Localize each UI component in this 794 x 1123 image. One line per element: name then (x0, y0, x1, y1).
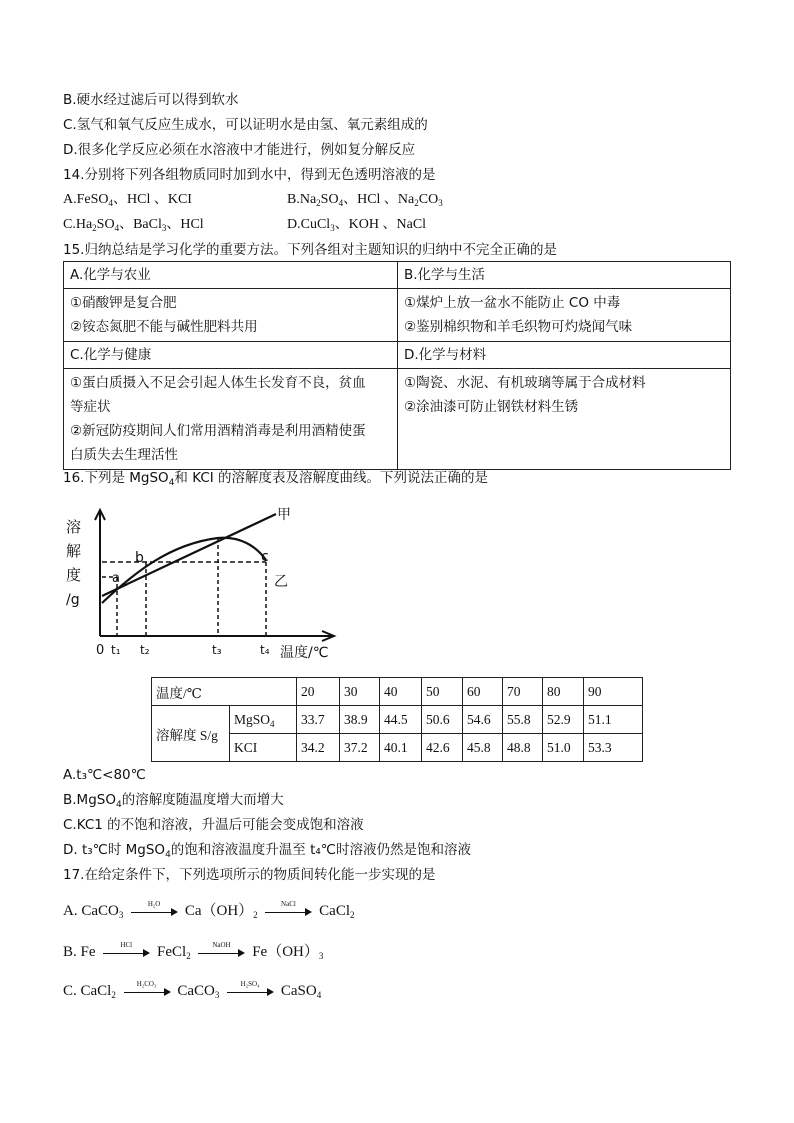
reaction-arrow: NaCl (263, 905, 313, 919)
table-cell: 55.8 (503, 706, 543, 734)
q14-option-b: $B.Na_2SO_4$、HCl 、$Na_2CO_3$ (287, 192, 443, 208)
q15-stem: 15.归纳总结是学习化学的重要方法。下列各组对主题知识的归纳中不完全正确的是 (63, 242, 557, 258)
table-cell: 33.7 (297, 706, 340, 734)
q13-option-b: B.硬水经过滤后可以得到软水 (63, 92, 239, 108)
point-b-label: b (135, 550, 144, 566)
q15-table (63, 261, 731, 470)
y-label-3: 度 (66, 566, 82, 584)
table-cell: 20 (297, 678, 340, 706)
table-cell: 60 (463, 678, 503, 706)
q16-option-a: A.t₃℃<80℃ (63, 767, 146, 783)
tick-t1: t₁ (111, 643, 121, 657)
table-cell: 38.9 (340, 706, 380, 734)
solubility-header: 溶解度 S/g (152, 706, 230, 762)
q15-c-heading: C.化学与健康 (64, 342, 398, 369)
tick-t4: t₄ (260, 643, 270, 657)
q17-option-c: C. CaCl$_2$ H₂CO₃ CaCO$_3$ H₂SO₄ CaSO$_4$ (63, 979, 322, 1000)
x-axis-label: 温度/℃ (280, 645, 329, 661)
q14-option-d: D.CuCl$_3$、KOH 、NaCl (287, 217, 427, 233)
origin-label: 0 (96, 643, 105, 658)
temp-header: 温度/℃ (152, 678, 297, 706)
q15-b-content: ①煤炉上放一盆水不能防止 CO 中毒 ②鉴别棉织物和羊毛织物可灼烧闻气味 (398, 289, 731, 342)
q13-option-c: C.氢气和氧气反应生成水，可以证明水是由氢、氧元素组成的 (63, 117, 428, 133)
table-cell: 54.6 (463, 706, 503, 734)
q16-stem: 16.下列是 MgSO$_4$和 KCI 的溶解度表及溶解度曲线。下列说法正确的是 (63, 470, 489, 488)
q16-option-c: C.KC1 的不饱和溶液，升温后可能会变成饱和溶液 (63, 817, 364, 833)
reaction-arrow: NaOH (196, 946, 246, 960)
kcl-label: KCI (230, 734, 297, 762)
y-label-4: /g (66, 592, 80, 608)
curve-yi (102, 538, 266, 603)
table-cell: 48.8 (503, 734, 543, 762)
table-cell: 51.0 (543, 734, 584, 762)
q15-a-heading: A.化学与农业 (64, 262, 398, 289)
curve-jia-label: 甲 (277, 507, 291, 523)
table-cell: 50.6 (422, 706, 463, 734)
q17-option-b: B. Fe HCl FeCl$_2$ NaOH $Fe(OH)_3$ (63, 940, 324, 961)
table-cell: 50 (422, 678, 463, 706)
table-cell: 51.1 (584, 706, 643, 734)
q14-option-c: $C.Ha_2SO_4$、BaCl$_3$、HCl (63, 217, 204, 233)
curve-jia (102, 514, 276, 596)
q17-stem: 17.在给定条件下，下列选项所示的物质间转化能一步实现的是 (63, 867, 436, 883)
table-cell: 37.2 (340, 734, 380, 762)
q15-d-heading: D.化学与材料 (398, 342, 731, 369)
point-c-label: c (261, 549, 269, 565)
table-cell: 40 (380, 678, 422, 706)
table-cell: 30 (340, 678, 380, 706)
table-cell: 40.1 (380, 734, 422, 762)
table-cell: 70 (503, 678, 543, 706)
table-row (152, 706, 643, 734)
reaction-arrow: H₂CO₃ (122, 985, 172, 999)
y-label-2: 解 (66, 542, 82, 560)
table-cell: 34.2 (297, 734, 340, 762)
q14-stem: 14.分别将下列各组物质同时加到水中，得到无色透明溶液的是 (63, 167, 436, 183)
q14-option-a: A.FeSO$_4$、HCl 、KCI (63, 192, 192, 208)
reaction-arrow: H₂SO₄ (225, 985, 275, 999)
q16-option-d: D. t₃℃时 MgSO$_4$的饱和溶液温度升温至 t₄℃时溶液仍然是饱和溶液 (63, 842, 471, 860)
table-row (152, 678, 643, 706)
y-label-1: 溶 (66, 518, 82, 536)
q16-solubility-table (151, 677, 643, 762)
q16-option-b: B.MgSO$_4$的溶解度随温度增大而增大 (63, 792, 284, 810)
tick-t2: t₂ (140, 643, 150, 657)
table-cell: 42.6 (422, 734, 463, 762)
curve-yi-label: 乙 (274, 574, 288, 590)
point-a-label: a (112, 571, 120, 586)
reaction-arrow: HCl (101, 946, 151, 960)
reaction-arrow: H₂O (129, 905, 179, 919)
table-cell: 90 (584, 678, 643, 706)
q13-option-d: D.很多化学反应必须在水溶液中才能进行，例如复分解反应 (63, 142, 416, 158)
q15-d-content: ①陶瓷、水泥、有机玻璃等属于合成材料 ②涂油漆可防止钢铁材料生锈 (398, 369, 731, 470)
table-cell: 53.3 (584, 734, 643, 762)
q15-a-content: ①硝酸钾是复合肥 ②铵态氮肥不能与碱性肥料共用 (64, 289, 398, 342)
table-cell: 52.9 (543, 706, 584, 734)
q15-b-heading: B.化学与生活 (398, 262, 731, 289)
table-cell: 45.8 (463, 734, 503, 762)
q15-c-content: ①蛋白质摄入不足会引起人体生长发育不良，贫血 等症状 ②新冠防疫期间人们常用酒精消毒是利用酒精使蛋 白质失去生理活性 (64, 369, 398, 470)
solubility-curve-graph (60, 500, 350, 670)
table-cell: 80 (543, 678, 584, 706)
mgso4-label: MgSO$_4$ (230, 706, 297, 734)
table-cell: 44.5 (380, 706, 422, 734)
tick-t3: t₃ (212, 643, 222, 657)
q17-option-a: A. CaCO$_3$ H₂O $Ca(OH)_2$ NaCl CaCl$_2$ (63, 899, 355, 920)
